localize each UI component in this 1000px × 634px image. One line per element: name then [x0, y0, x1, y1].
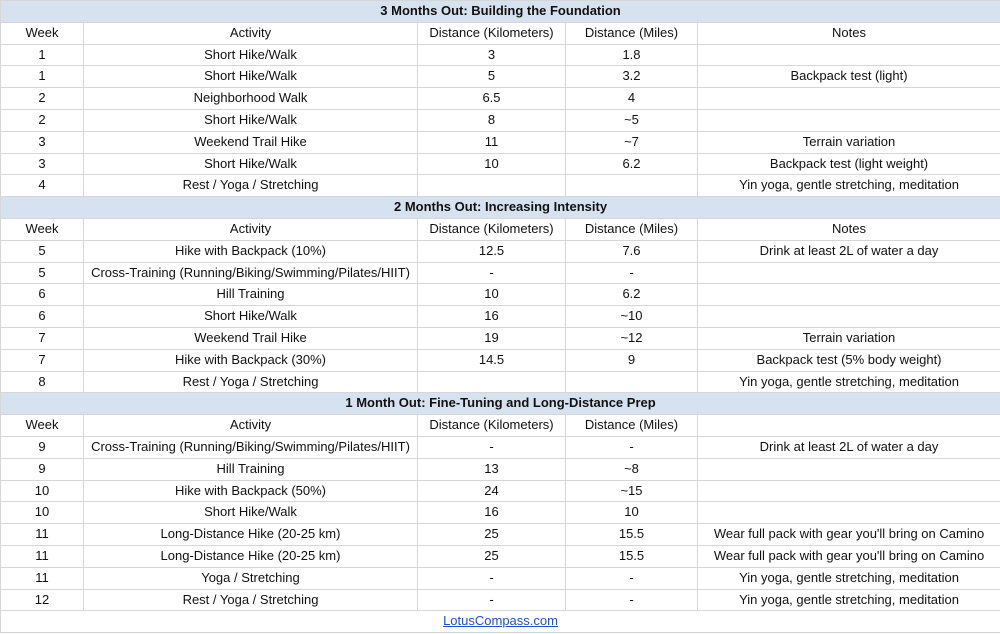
km-cell: 8: [418, 109, 566, 131]
column-header-notes: Notes: [698, 218, 1000, 240]
section-title-row: [1, 393, 1000, 415]
column-header-miles: Distance (Miles): [566, 415, 698, 437]
miles-cell: 6.2: [566, 153, 698, 175]
activity-cell: Long-Distance Hike (20-25 km): [84, 524, 418, 546]
week-cell: 3: [1, 131, 84, 153]
notes-cell: Drink at least 2L of water a day: [698, 240, 1000, 262]
week-cell: 10: [1, 480, 84, 502]
activity-cell: Hill Training: [84, 458, 418, 480]
activity-cell: Hill Training: [84, 284, 418, 306]
activity-cell: Short Hike/Walk: [84, 153, 418, 175]
notes-cell: [698, 306, 1000, 328]
miles-cell: ~15: [566, 480, 698, 502]
notes-cell: Backpack test (light): [698, 66, 1000, 88]
week-cell: 10: [1, 502, 84, 524]
notes-cell: [698, 284, 1000, 306]
km-cell: -: [418, 436, 566, 458]
table-row: [1, 567, 1000, 589]
miles-cell: 15.5: [566, 524, 698, 546]
section-title-row: [1, 197, 1000, 219]
table-row: [1, 66, 1000, 88]
table-row: [1, 436, 1000, 458]
table-row: [1, 262, 1000, 284]
column-header-notes: [698, 415, 1000, 437]
section-title: 2 Months Out: Increasing Intensity: [1, 197, 1000, 219]
miles-cell: 4: [566, 88, 698, 110]
km-cell: 24: [418, 480, 566, 502]
column-header-notes: Notes: [698, 22, 1000, 44]
km-cell: -: [418, 567, 566, 589]
activity-cell: Rest / Yoga / Stretching: [84, 371, 418, 393]
footer-cell: [1, 611, 1000, 633]
week-cell: 8: [1, 371, 84, 393]
miles-cell: ~10: [566, 306, 698, 328]
miles-cell: 3.2: [566, 66, 698, 88]
week-cell: 9: [1, 436, 84, 458]
notes-cell: [698, 480, 1000, 502]
week-cell: 2: [1, 109, 84, 131]
activity-cell: Hike with Backpack (10%): [84, 240, 418, 262]
miles-cell: [566, 175, 698, 197]
table-row: [1, 175, 1000, 197]
activity-cell: Long-Distance Hike (20-25 km): [84, 545, 418, 567]
activity-cell: Yoga / Stretching: [84, 567, 418, 589]
week-cell: 2: [1, 88, 84, 110]
week-cell: 11: [1, 567, 84, 589]
activity-cell: Neighborhood Walk: [84, 88, 418, 110]
column-header-week: Week: [1, 22, 84, 44]
column-header-row: [1, 415, 1000, 437]
km-cell: 25: [418, 524, 566, 546]
column-header-km: Distance (Kilometers): [418, 22, 566, 44]
km-cell: 10: [418, 153, 566, 175]
week-cell: 9: [1, 458, 84, 480]
column-header-week: Week: [1, 415, 84, 437]
km-cell: 19: [418, 327, 566, 349]
miles-cell: ~8: [566, 458, 698, 480]
activity-cell: Rest / Yoga / Stretching: [84, 589, 418, 611]
activity-cell: Short Hike/Walk: [84, 44, 418, 66]
section-title: 3 Months Out: Building the Foundation: [1, 1, 1000, 23]
notes-cell: Drink at least 2L of water a day: [698, 436, 1000, 458]
column-header-activity: Activity: [84, 22, 418, 44]
column-header-row: [1, 22, 1000, 44]
activity-cell: Hike with Backpack (30%): [84, 349, 418, 371]
table-row: [1, 371, 1000, 393]
miles-cell: 6.2: [566, 284, 698, 306]
table-row: [1, 545, 1000, 567]
miles-cell: -: [566, 262, 698, 284]
table-body: [1, 1, 1000, 633]
notes-cell: [698, 458, 1000, 480]
miles-cell: -: [566, 436, 698, 458]
notes-cell: Wear full pack with gear you'll bring on Camino: [698, 524, 1000, 546]
km-cell: [418, 175, 566, 197]
column-header-miles: Distance (Miles): [566, 218, 698, 240]
km-cell: 6.5: [418, 88, 566, 110]
notes-cell: [698, 502, 1000, 524]
activity-cell: Weekend Trail Hike: [84, 131, 418, 153]
table-row: [1, 349, 1000, 371]
table-row: [1, 306, 1000, 328]
table-row: [1, 131, 1000, 153]
table-row: [1, 502, 1000, 524]
column-header-km: Distance (Kilometers): [418, 415, 566, 437]
notes-cell: Backpack test (light weight): [698, 153, 1000, 175]
week-cell: 11: [1, 545, 84, 567]
km-cell: 11: [418, 131, 566, 153]
km-cell: 16: [418, 306, 566, 328]
notes-cell: Terrain variation: [698, 327, 1000, 349]
km-cell: [418, 371, 566, 393]
activity-cell: Short Hike/Walk: [84, 502, 418, 524]
table-row: [1, 44, 1000, 66]
notes-cell: Yin yoga, gentle stretching, meditation: [698, 371, 1000, 393]
week-cell: 5: [1, 240, 84, 262]
table-row: [1, 524, 1000, 546]
week-cell: 7: [1, 327, 84, 349]
km-cell: 12.5: [418, 240, 566, 262]
activity-cell: Short Hike/Walk: [84, 66, 418, 88]
notes-cell: [698, 44, 1000, 66]
table-row: [1, 109, 1000, 131]
notes-cell: Yin yoga, gentle stretching, meditation: [698, 567, 1000, 589]
miles-cell: ~12: [566, 327, 698, 349]
footer-row: [1, 611, 1000, 633]
km-cell: -: [418, 262, 566, 284]
week-cell: 7: [1, 349, 84, 371]
miles-cell: 9: [566, 349, 698, 371]
miles-cell: ~7: [566, 131, 698, 153]
notes-cell: [698, 262, 1000, 284]
km-cell: -: [418, 589, 566, 611]
lotuscompass-link[interactable]: LotusCompass.com: [443, 613, 558, 629]
table-row: [1, 284, 1000, 306]
column-header-activity: Activity: [84, 218, 418, 240]
section-title-row: [1, 1, 1000, 23]
week-cell: 6: [1, 306, 84, 328]
km-cell: 3: [418, 44, 566, 66]
miles-cell: 1.8: [566, 44, 698, 66]
notes-cell: Yin yoga, gentle stretching, meditation: [698, 175, 1000, 197]
week-cell: 12: [1, 589, 84, 611]
notes-cell: [698, 109, 1000, 131]
table-row: [1, 480, 1000, 502]
week-cell: 6: [1, 284, 84, 306]
km-cell: 13: [418, 458, 566, 480]
column-header-miles: Distance (Miles): [566, 22, 698, 44]
miles-cell: -: [566, 589, 698, 611]
column-header-week: Week: [1, 218, 84, 240]
miles-cell: 15.5: [566, 545, 698, 567]
activity-cell: Cross-Training (Running/Biking/Swimming/Pilates/HIIT): [84, 436, 418, 458]
activity-cell: Hike with Backpack (50%): [84, 480, 418, 502]
miles-cell: ~5: [566, 109, 698, 131]
km-cell: 10: [418, 284, 566, 306]
week-cell: 1: [1, 44, 84, 66]
column-header-km: Distance (Kilometers): [418, 218, 566, 240]
km-cell: 14.5: [418, 349, 566, 371]
miles-cell: 7.6: [566, 240, 698, 262]
km-cell: 25: [418, 545, 566, 567]
section-title: 1 Month Out: Fine-Tuning and Long-Distance Prep: [1, 393, 1000, 415]
table-row: [1, 589, 1000, 611]
notes-cell: Terrain variation: [698, 131, 1000, 153]
activity-cell: Weekend Trail Hike: [84, 327, 418, 349]
activity-cell: Rest / Yoga / Stretching: [84, 175, 418, 197]
notes-cell: Wear full pack with gear you'll bring on Camino: [698, 545, 1000, 567]
miles-cell: 10: [566, 502, 698, 524]
miles-cell: -: [566, 567, 698, 589]
week-cell: 3: [1, 153, 84, 175]
notes-cell: Backpack test (5% body weight): [698, 349, 1000, 371]
table-row: [1, 327, 1000, 349]
activity-cell: Short Hike/Walk: [84, 306, 418, 328]
week-cell: 4: [1, 175, 84, 197]
miles-cell: [566, 371, 698, 393]
week-cell: 11: [1, 524, 84, 546]
activity-cell: Cross-Training (Running/Biking/Swimming/Pilates/HIIT): [84, 262, 418, 284]
notes-cell: Yin yoga, gentle stretching, meditation: [698, 589, 1000, 611]
km-cell: 5: [418, 66, 566, 88]
table-row: [1, 240, 1000, 262]
table-row: [1, 88, 1000, 110]
week-cell: 5: [1, 262, 84, 284]
notes-cell: [698, 88, 1000, 110]
column-header-activity: Activity: [84, 415, 418, 437]
table-row: [1, 458, 1000, 480]
week-cell: 1: [1, 66, 84, 88]
km-cell: 16: [418, 502, 566, 524]
column-header-row: [1, 218, 1000, 240]
table-row: [1, 153, 1000, 175]
activity-cell: Short Hike/Walk: [84, 109, 418, 131]
